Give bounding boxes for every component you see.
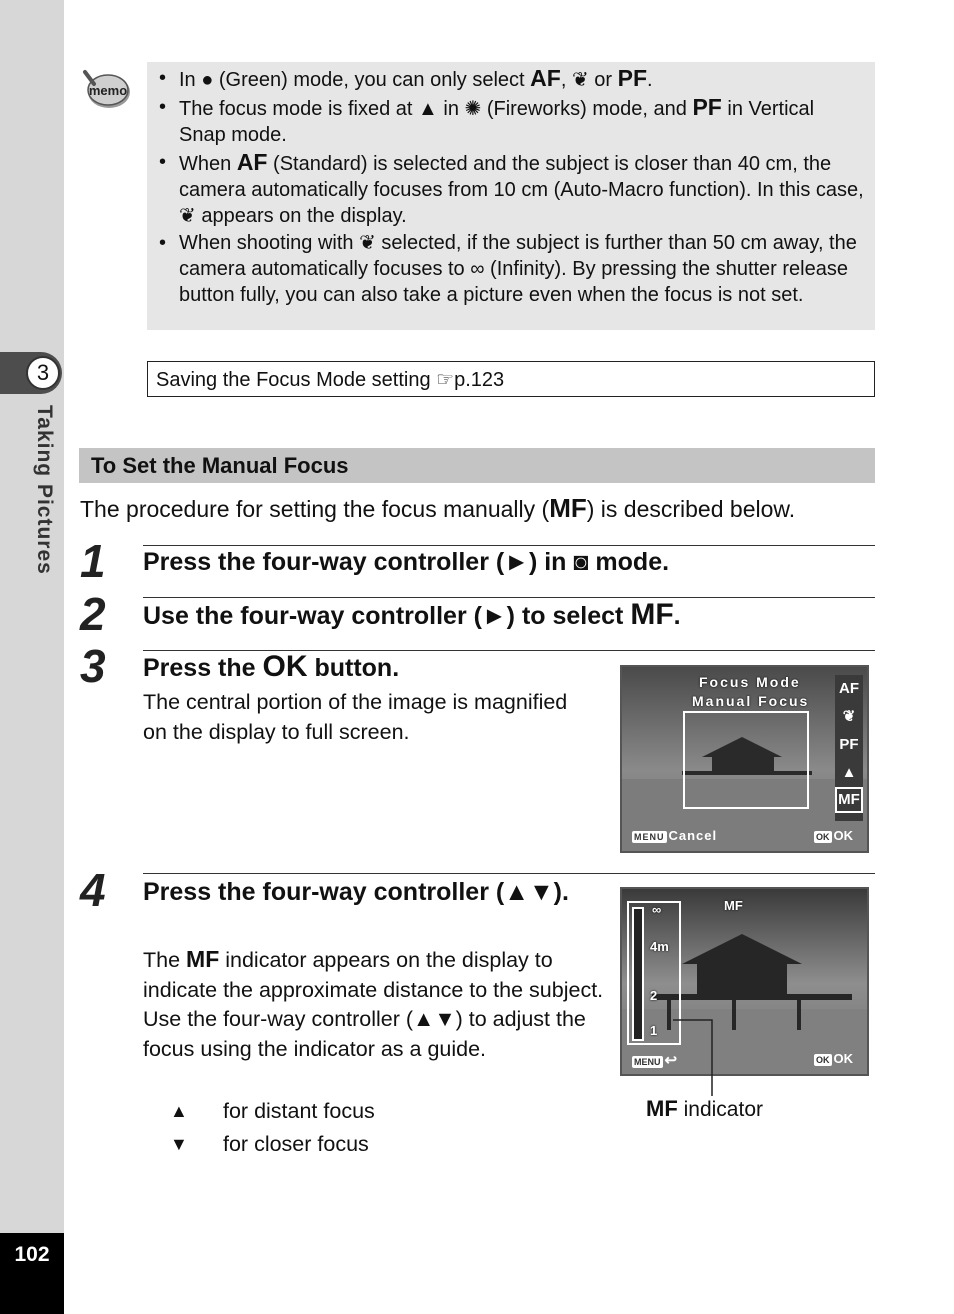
step-title: Use the four-way controller (►) to select MF. — [143, 598, 681, 631]
focus-options — [835, 675, 863, 813]
memo-icon — [82, 68, 132, 112]
focus-option[interactable]: PF — [839, 736, 859, 753]
cancel-control[interactable]: MENU Cancel — [634, 828, 718, 843]
focus-option[interactable]: AF — [839, 680, 859, 697]
ok-button-icon: OK — [816, 832, 830, 842]
screen-subtitle: Manual Focus — [692, 693, 810, 709]
memo-bullet: • When AF (Standard) is selected and the subject is closer than 40 cm, the camera automatically focuses from 10 cm (Auto-Macro function). In this case, ❦ appears on the display. — [159, 150, 865, 229]
memo-box — [147, 62, 875, 330]
list-item: ▲ for distant focus — [143, 1095, 375, 1128]
screen-title: Focus Mode — [699, 674, 801, 690]
section-title: To Set the Manual Focus — [91, 453, 349, 478]
step-body: The MF indicator appears on the display to indicate the approximate distance to the subject. Use the four-way controller (▲▼) to adjust the focus using the indicator as a guide. — [143, 946, 604, 1061]
focus-direction-list — [143, 1095, 375, 1161]
mf-indicator-caption: MF indicator — [646, 1096, 763, 1121]
memo-bullet: • In ● (Green) mode, you can only select AF, ❦ or PF. — [159, 66, 865, 94]
mf-scale-mark: 4m — [650, 939, 669, 954]
memo-bullet: • When shooting with ❦ selected, if the subject is further than 50 cm away, the camera automatically focuses to ∞ (Infinity). By pressing the shutter release button fully, you can also take a picture even when the focus is not set. — [159, 231, 865, 308]
step-number: 3 — [80, 640, 106, 692]
camera-screen-focus-mode — [620, 665, 869, 853]
focus-option[interactable]: ▲ — [841, 764, 857, 781]
ok-control[interactable]: OK OK — [816, 1051, 853, 1066]
callout-line — [670, 1016, 720, 1098]
menu-button-icon: MENU — [634, 832, 665, 842]
reference-box[interactable]: Saving the Focus Mode setting ☞p.123 — [147, 361, 875, 397]
step-body: The central portion of the image is magnified on the display to full screen. — [143, 690, 568, 744]
ok-button-icon: OK — [816, 1055, 830, 1065]
step-number: 1 — [80, 535, 106, 587]
page-number: 102 — [14, 1243, 50, 1266]
mf-label: MF — [724, 898, 743, 913]
mf-scale-mark: 1 — [650, 1023, 658, 1038]
camera-icon: ◙ — [573, 548, 589, 576]
down-arrow-icon: ▼ — [170, 1134, 188, 1154]
step-number: 4 — [80, 864, 106, 916]
menu-button-icon: MENU — [634, 1057, 661, 1067]
memo-icon-label: memo — [88, 83, 128, 98]
step-divider — [143, 873, 875, 874]
step-title: Press the OK button. — [143, 650, 400, 683]
focus-option[interactable]: ❦ — [842, 708, 856, 725]
step-number: 2 — [80, 588, 106, 640]
intro-text: The procedure for setting the focus manually (MF) is described below. — [80, 493, 796, 523]
chapter-title: Taking Pictures — [33, 405, 56, 575]
section-heading-bar — [79, 448, 875, 483]
magnify-frame — [683, 711, 809, 809]
focus-option-selected[interactable]: MF — [835, 787, 863, 813]
step-title: Press the four-way controller (▲▼). — [143, 878, 569, 906]
list-item: ▼ for closer focus — [143, 1128, 375, 1161]
step-divider — [143, 545, 875, 546]
ok-control[interactable]: OK OK — [816, 828, 853, 843]
back-icon: ↩ — [664, 1052, 678, 1069]
up-arrow-icon: ▲ — [170, 1101, 188, 1121]
mf-scale-mark: 2 — [650, 988, 658, 1003]
mf-indicator-bar — [632, 907, 644, 1041]
camera-screen-mf-indicator — [620, 887, 869, 1076]
mf-scale-mark: ∞ — [652, 902, 662, 917]
memo-bullet: • The focus mode is fixed at ▲ in ✺ (Fireworks) mode, and PF in Vertical Snap mode. — [159, 95, 865, 149]
chapter-band — [0, 0, 64, 1314]
step-title: Press the four-way controller (►) in ◙ mode. — [143, 548, 670, 576]
chapter-number: 3 — [26, 356, 60, 390]
